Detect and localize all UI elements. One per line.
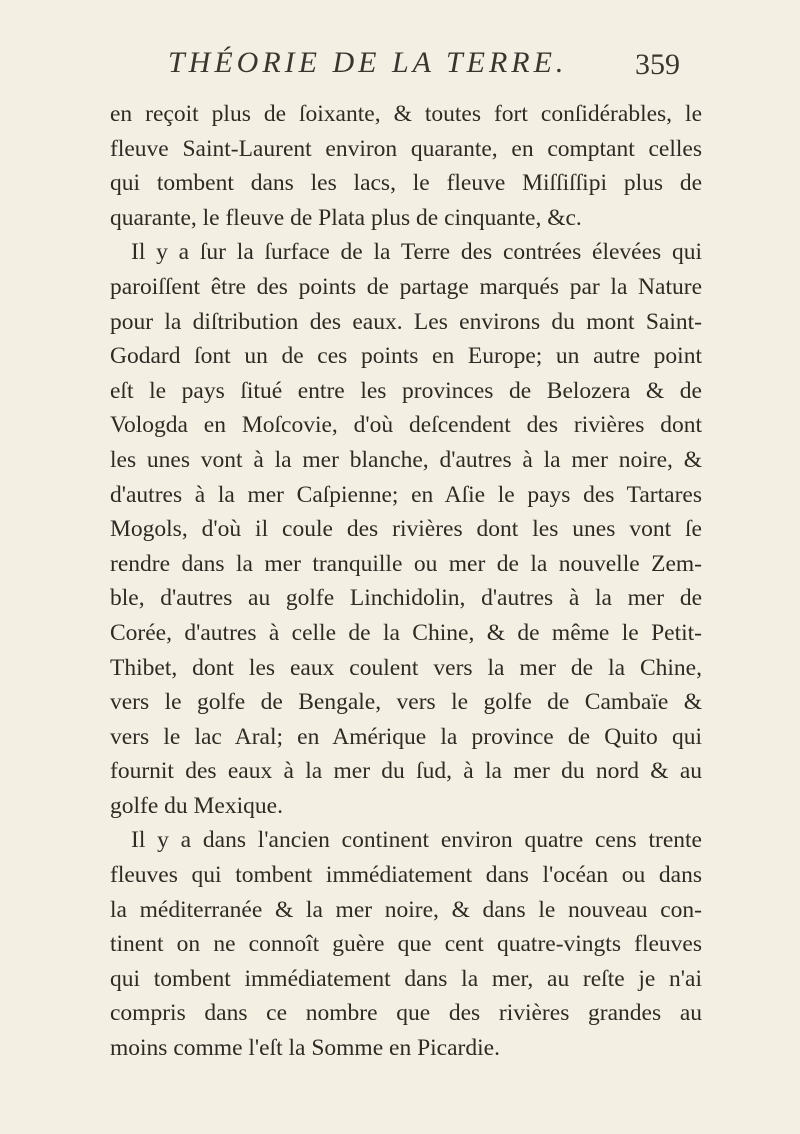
text-line: Godard ſont un de ces points en Europe; un autre point xyxy=(110,343,702,370)
text-line: rendre dans la mer tranquille ou mer de la nouvelle Zem- xyxy=(110,550,702,577)
paragraph-2 xyxy=(110,235,702,823)
text-line: pour la diſtribution des eaux. Les environs du mont Saint- xyxy=(110,308,702,335)
text-line: les unes vont à la mer blanche, d'autres à la mer noire, & xyxy=(110,446,702,473)
text-line: eſt le pays ſitué entre les provinces de Belozera & de xyxy=(110,377,702,404)
text-line: fleuve Saint-Laurent environ quarante, en comptant celles xyxy=(110,135,702,162)
running-title: THÉORIE DE LA TERRE. xyxy=(168,46,568,79)
text-line: golfe du Mexique. xyxy=(110,792,283,819)
text-line: paroiſſent être des points de partage marqués par la Nature xyxy=(110,273,702,300)
text-line: ble, d'autres au golfe Linchidolin, d'autres à la mer de xyxy=(110,585,702,612)
page-number: 359 xyxy=(635,48,680,81)
page-header xyxy=(168,46,680,96)
text-line: Il y a dans l'ancien continent environ quatre cens trente xyxy=(131,827,702,854)
text-line: vers le lac Aral; en Amérique la province de Quito qui xyxy=(110,723,702,750)
text-line: moins comme l'eſt la Somme en Picardie. xyxy=(110,1035,500,1062)
text-line: qui tombent immédiatement dans la mer, au reſte je n'ai xyxy=(110,965,702,992)
body-text xyxy=(110,97,702,1066)
text-line: fournit des eaux à la mer du ſud, à la mer du nord & au xyxy=(110,758,702,785)
text-line: Il y a ſur la ſurface de la Terre des contrées élevées qui xyxy=(131,239,702,266)
text-line: qui tombent dans les lacs, le fleuve Miſſiſſipi plus de xyxy=(110,170,702,197)
text-line: fleuves qui tombent immédiatement dans l'océan ou dans xyxy=(110,862,702,889)
paragraph-1 xyxy=(110,97,702,235)
text-line: tinent on ne connoît guère que cent quatre-vingts fleuves xyxy=(110,931,702,958)
text-line: Thibet, dont les eaux coulent vers la mer de la Chine, xyxy=(110,654,702,681)
text-line: d'autres à la mer Caſpienne; en Aſie le pays des Tartares xyxy=(110,481,702,508)
text-line: Vologda en Moſcovie, d'où deſcendent des rivières dont xyxy=(110,412,702,439)
text-line: la méditerranée & la mer noire, & dans le nouveau con- xyxy=(110,896,702,923)
text-line: vers le golfe de Bengale, vers le golfe de Cambaïe & xyxy=(110,689,702,716)
text-line: quarante, le fleuve de Plata plus de cinquante, &c. xyxy=(110,204,582,231)
text-line: Corée, d'autres à celle de la Chine, & de même le Petit- xyxy=(110,619,702,646)
paragraph-3 xyxy=(110,823,702,1065)
text-line: compris dans ce nombre que des rivières grandes au xyxy=(110,1000,702,1027)
text-line: Mogols, d'où il coule des rivières dont les unes vont ſe xyxy=(110,516,702,543)
text-line: en reçoit plus de ſoixante, & toutes fort conſidérables, le xyxy=(110,101,702,127)
